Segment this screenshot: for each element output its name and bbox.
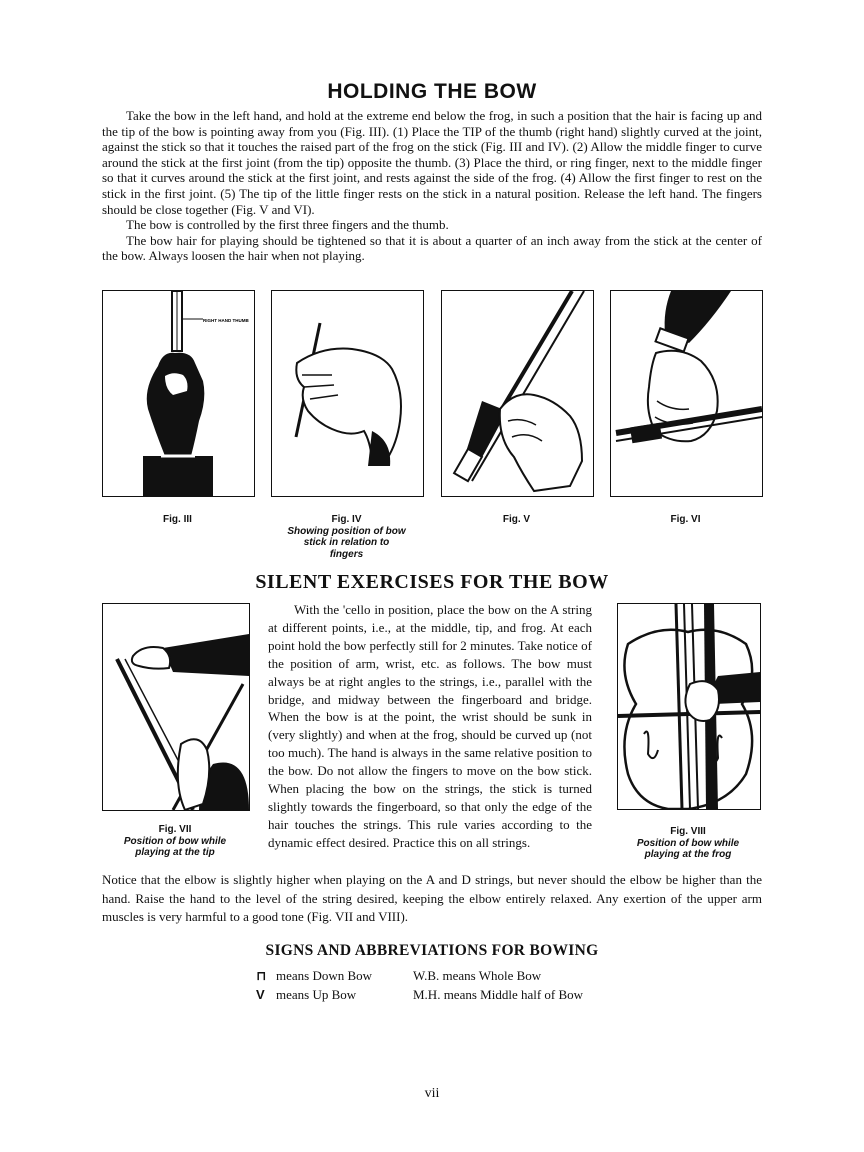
page-title: HOLDING THE BOW	[327, 80, 537, 103]
fig-viii-subcaption: Position of bow while playing at the frog	[636, 837, 740, 860]
fig-viii-label: Fig. VIII	[670, 826, 706, 837]
fig-vii-caption	[102, 824, 248, 859]
silent-exercises-text	[268, 601, 592, 852]
up-bow-text: means Up Bow	[276, 987, 357, 1002]
signs-left-column	[256, 966, 372, 1004]
fig-vi-label: Fig. VI	[670, 514, 701, 525]
fig-viii-illustration	[617, 603, 761, 810]
down-bow-icon: ⊓	[256, 968, 267, 983]
sign-middle-half: M.H. means Middle half of Bow	[413, 987, 584, 1002]
fig-iii-caption	[102, 514, 253, 526]
down-bow-text: means Down Bow	[276, 968, 373, 983]
fig-iv-subcaption: Showing position of bow stick in relation to fingers	[287, 525, 406, 560]
fig-vii-illustration	[102, 603, 250, 811]
section-heading-silent-exercises: SILENT EXERCISES FOR THE BOW	[255, 571, 609, 593]
silent-exercises-continued-paragraph: Notice that the elbow is slightly higher when playing on the A and D strings, but never should the elbow be higher than the hand. Raise the hand to the level of the string desired, keeping the elbow entirely relaxed. Any exertion of the upper arm muscles is very harmful to a good tone (Fig. VII and VIII).	[102, 872, 762, 924]
fig-iv-caption	[271, 514, 422, 560]
silent-exercises-paragraph: With the 'cello in position, place the bow on the A string at different points, i.e., at the middle, tip, and frog. At each point hold the bow perfectly still for 2 minutes. Take notice of the position of arm, wrist, etc. as follows. The bow must always be at right angles to the strings, i.e., parallel with the bridge, and midway between the fingerboard and bridge. When the bow is at the point, the wrist should be sunk in (very slightly) and when at the frog, should be curved up (not too much). The hand is always in the same relative position to the bow. Do not allow the fingers to move on the bow stick. When placing the bow on the strings, the stick is turned slightly towards the fingerboard, so that only the edge of the hair touches the strings. This rule varies according to the dynamic effect desired. Practice this on all strings.	[268, 602, 592, 850]
section-heading-signs: SIGNS AND ABBREVIATIONS FOR BOWING	[265, 942, 599, 959]
signs-right-column	[413, 966, 583, 1004]
fig-iii-illustration	[102, 290, 255, 497]
fig-iii-label: Fig. III	[163, 514, 192, 525]
fig-v-label: Fig. V	[502, 514, 531, 525]
up-bow-icon: V	[256, 987, 265, 1002]
sign-whole-bow: W.B. means Whole Bow	[413, 968, 542, 983]
fig-iii-inset-label: RIGHT HAND THUMB	[203, 318, 249, 323]
fig-v-caption	[441, 514, 592, 526]
intro-paragraph-1: Take the bow in the left hand, and hold at the extreme end below the frog, in such a position that the hair is facing up and the tip of the bow is pointing away from you (Fig. III). (1) Place the TIP of the thumb (right hand) slightly curved at the joint, against the stick so that it touches the raised part of the frog on the stick (Fig. III and IV). (2) Allow the middle finger to curve around the stick at the first joint (from the tip) opposite the thumb. (3) Place the third, or ring finger, next to the middle finger so that it curves around the stick at the first joint, and rests against the side of the frog. (4) Allow the first finger to rest on the stick in the first joint. (5) The tip of the little finger rests on the stick in a natural position. Release the left hand. The fingers should be close together (Fig. V and VI).	[102, 108, 762, 217]
intro-paragraph-3: The bow hair for playing should be tightened so that it is about a quarter of an inch away from the stick at the center of the bow. Always loosen the hair when not playing.	[102, 232, 762, 264]
fig-iv-illustration	[271, 290, 424, 497]
silent-exercises-continued	[102, 871, 762, 927]
page-number: vii	[424, 1086, 440, 1101]
fig-vii-subcaption: Position of bow while playing at the tip	[123, 835, 227, 858]
sign-up-bow	[256, 985, 372, 1004]
fig-v-illustration	[441, 290, 594, 497]
fig-vii-label: Fig. VII	[158, 824, 192, 835]
fig-iv-label: Fig. IV	[331, 514, 362, 525]
sign-down-bow	[256, 966, 372, 985]
fig-vi-illustration	[610, 290, 763, 497]
intro-text	[102, 108, 762, 264]
fig-viii-caption	[617, 826, 759, 861]
intro-paragraph-2: The bow is controlled by the first three fingers and the thumb.	[126, 217, 449, 233]
fig-vi-caption	[610, 514, 761, 526]
